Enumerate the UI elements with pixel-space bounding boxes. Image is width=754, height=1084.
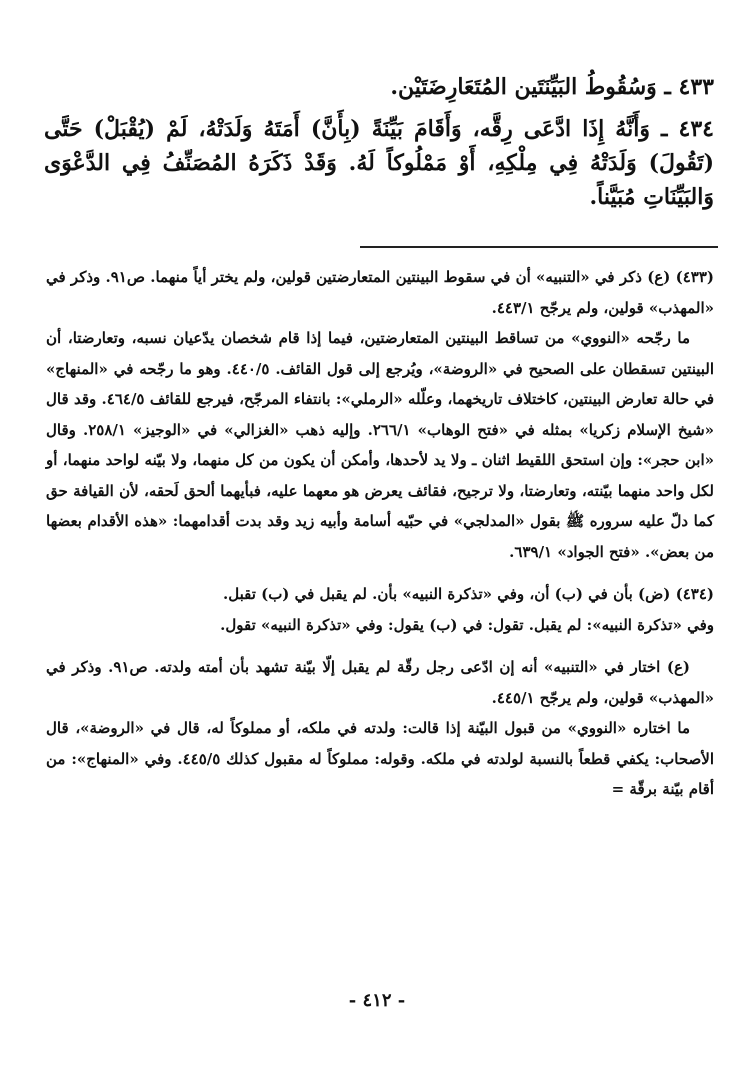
main-text — [44, 70, 714, 222]
footnote-433-body: ما رجّحه «النووي» من تساقط البينتين المتعارضتين، فيما إذا قام شخصان يدّعيان نسبه، وتعارضتا، أن البينتين تسقطان على الصحيح في «الروضة»، ويُرجع إلى قول القائف. ٤٤٠/٥. وهو ما رجّحه في «المنهاج» في حالة تعارض البينتين، كاختلاف تاريخهما، وعلّله «الرملي»: بانتفاء المرجّح، فيرجع للقائف ٤٦٤/٥. وقد قال «شيخ الإسلام زكريا» بمثله في «فتح الوهاب» ٢٦٦/١. وإليه ذهب «الغزالي» في «الوجيز» ٢٥٨/١. وقال «ابن حجر»: وإن استحق اللقيط اثنان ـ ولا يد لأحدها، وأمكن أن يكون من كل منهما، ولا بيّنه لواحد منهما، أو لكل واحد منهما بيّنته، وتعارضتا، ولا ترجيح، فقائف يعرض هو معهما عليه، فبأيهما ألحق لَحقه، لأن القيافة حق كما دلّ عليه سروره ﷺ بقول «المدلجي» في حبّيه أسامة وأبيه زيد وقد بدت أقدامهما: «هذه الأقدام بعضها من بعض». «فتح الجواد» ٦٣٩/١. — [46, 329, 715, 561]
footnotes — [46, 262, 714, 805]
main-paragraph-433: ٤٣٣ ـ وَسُقُوطُ البَيِّنَتَين المُتَعَارِضَتَيْن. — [390, 74, 714, 100]
footnote-434-body: ما اختاره «النووي» من قبول البيّنة إذا قالت: ولدته في ملكه، أو مملوكاً له، قال في «الروضة»، قال الأصحاب: يكفي قطعاً بالنسبة لولدته في ملكه. وقوله: مملوكاً له مقبول كذلك ٤٤٥/٥. وفي «المنهاج»: من أقام بيّنة برقّة = — [46, 719, 714, 798]
footnote-433-intro: (٤٣٣) (ع) ذكر في «التنبيه» أن في سقوط البينتين المتعارضتين قولين، ولم يختر أياً منهما. ص٩١. وذكر في «المهذب» قولين، ولم يرجّح ٤٤٣/١. — [46, 268, 714, 317]
footnote-separator — [360, 246, 718, 248]
main-paragraph-434: ٤٣٤ ـ وَأَنَّهُ إِذَا ادَّعَى رِقَّه، وَأَقَامَ بَيِّنَةً (بِأَنَّ) أَمَتَهُ وَلَدَتْهُ، لَمْ (يُقْبَلْ) حَتَّى (تَقُولَ) وَلَدَتْهُ فِي مِلْكِهِ، أَوْ مَمْلُوكاً لَهُ. وَقَدْ ذَكَرَهُ المُصَنِّفُ فِي الدَّعْوَى وَالبَيِّنَاتِ مُبَيَّناً. — [44, 116, 714, 210]
page-number: - ٤١٢ - — [348, 990, 406, 1011]
footnote-434-variants-2: وفي «تذكرة النبيه»: لم يقبل. تقول: في (ب) يقول: وفي «تذكرة النبيه» تقول. — [220, 615, 714, 634]
footnote-434-commentary: (ع) اختار في «التنبيه» أنه إن ادّعى رجل رقّة لم يقبل إلّا بيّنة تشهد بأن أمته ولدته. ص٩١. وذكر في «المهذب» قولين، ولم يرجّح ٤٤٥/١. — [46, 658, 714, 707]
footnote-434-variants: (٤٣٤) (ض) بأن في (ب) أن، وفي «تذكرة النبيه» بأن. لم يقبل في (ب) تقبل. — [223, 585, 714, 603]
